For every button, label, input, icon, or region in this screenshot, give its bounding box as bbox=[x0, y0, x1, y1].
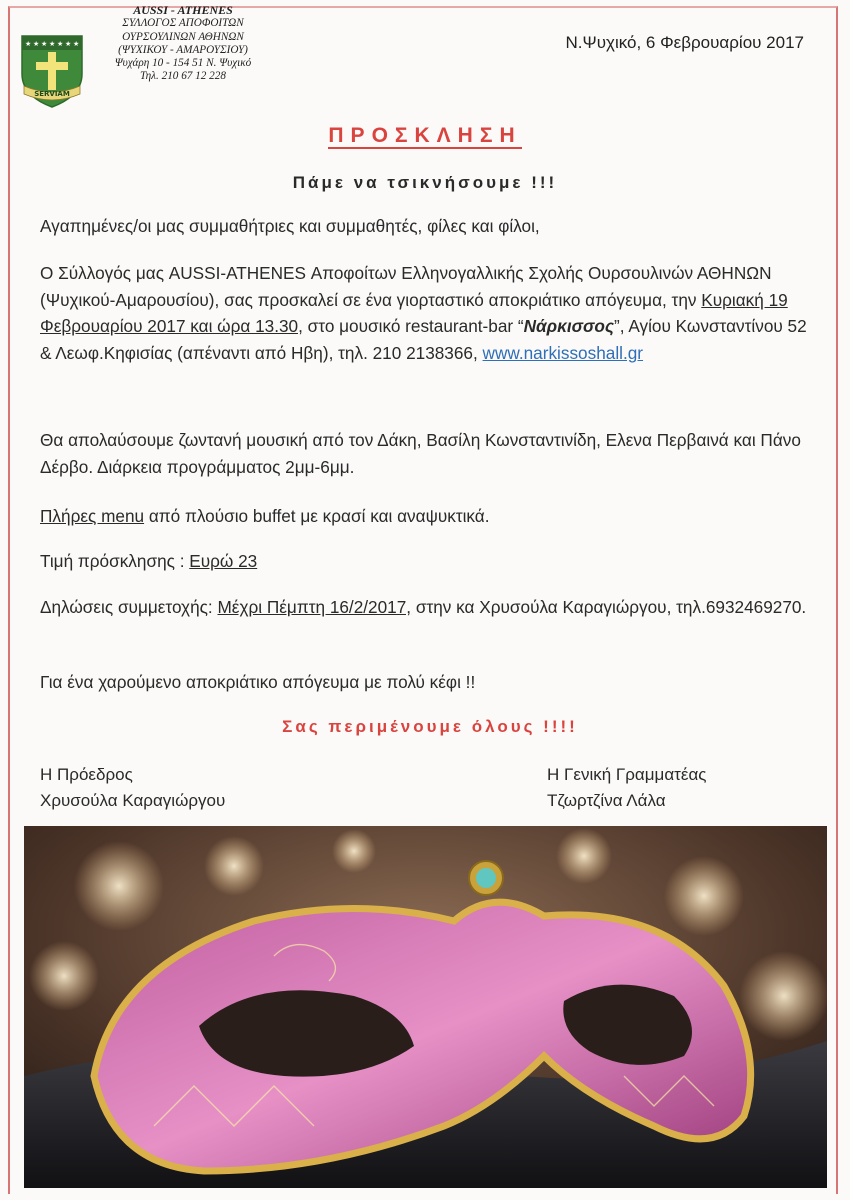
association-phone: Τηλ. 210 67 12 228 bbox=[140, 70, 226, 83]
menu-paragraph bbox=[40, 503, 820, 530]
invite-text-3: ”, Αγίου Κωνσταντίνου 52 & Λεωφ.Κηφισίας (απέναντι από Ηβη), τηλ. 210 2138366, bbox=[40, 316, 807, 363]
invitation-subtitle: Πάμε να τσικνήσουμε !!! bbox=[292, 173, 558, 192]
letter-date: Ν.Ψυχικό, 6 Φεβρουαρίου 2017 bbox=[565, 33, 804, 52]
svg-text:★: ★ bbox=[49, 40, 56, 48]
secretary-name: Τζωρτζίνα Λάλα bbox=[547, 791, 666, 810]
svg-text:SERVIAM: SERVIAM bbox=[34, 90, 70, 98]
svg-text:★: ★ bbox=[25, 40, 32, 48]
closing-line: Σας περιμένουμε όλους !!!! bbox=[282, 717, 578, 736]
association-line-1: ΣΥΛΛΟΓΟΣ ΑΠΟΦΟΙΤΩΝ bbox=[122, 17, 244, 30]
event-datetime: Κυριακή 19 Φεβρουαρίου 2017 και ώρα 13.30, bbox=[40, 289, 788, 336]
svg-text:★: ★ bbox=[65, 40, 72, 48]
association-line-3: (ΨΥΧΙΚΟΥ - ΑΜΑΡΟΥΣΙΟΥ) bbox=[118, 43, 248, 56]
president-name: Χρυσούλα Καραγιώργου bbox=[40, 791, 226, 810]
svg-text:★: ★ bbox=[41, 40, 48, 48]
greeting-paragraph: Αγαπημένες/οι μας συμμαθήτριες και συμμαθητές, φίλες και φίλοι, bbox=[40, 216, 540, 236]
svg-text:★: ★ bbox=[73, 40, 80, 48]
invite-text-1: Ο Σύλλογός μας AUSSI-ATHENES Αποφοίτων Ελληνογαλλικής Σχολής Ουρσουλινών ΑΘΗΝΩΝ (Ψυχικού-Αμαρουσίου), σας προσκαλεί σε ένα γιορταστικό αποκριάτικο απόγευμα, την bbox=[40, 263, 772, 310]
rsvp-label: Δηλώσεις συμμετοχής: bbox=[40, 597, 218, 617]
rsvp-deadline: Μέχρι Πέμπτη 16/2/2017, bbox=[217, 597, 412, 617]
price-value: Ευρώ 23 bbox=[189, 551, 258, 571]
invitation-title bbox=[0, 124, 850, 148]
music-paragraph: Θα απολαύσουμε ζωντανή μουσική από τον Δάκη, Βασίλη Κωνσταντινίδη, Ελενα Περβαινά και Πάνο Δέρβο. Διάρκεια προγράμματος 2μμ-6μμ. bbox=[40, 430, 801, 477]
menu-label: Πλήρες menu bbox=[40, 506, 145, 526]
menu-text: από πλούσιο buffet με κρασί και αναψυκτικά. bbox=[144, 506, 490, 526]
venue-website-link[interactable]: www.narkissoshall.gr bbox=[482, 342, 644, 363]
association-name: AUSSI - ATHENES bbox=[133, 3, 233, 17]
rsvp-paragraph bbox=[40, 594, 820, 621]
rsvp-text: στην κα Χρυσούλα Καραγιώργου, τηλ.6932469270. bbox=[411, 597, 807, 617]
association-address: Ψυχάρη 10 - 154 51 Ν. Ψυχικό bbox=[114, 57, 252, 70]
wish-paragraph: Για ένα χαρούμενο αποκριάτικο απόγευμα με πολύ κέφι !! bbox=[40, 672, 476, 692]
venue-name: Νάρκισσος bbox=[523, 316, 615, 336]
carnival-mask-image bbox=[24, 826, 827, 1188]
invitation-title-text: ΠΡΟΣΚΛΗΣΗ bbox=[328, 124, 522, 147]
invite-text-2: στο μουσικό restaurant-bar “ bbox=[302, 316, 524, 336]
secretary-role: Η Γενική Γραμματέας bbox=[547, 765, 707, 784]
svg-text:★: ★ bbox=[33, 40, 40, 48]
president-role: Η Πρόεδρος bbox=[40, 765, 133, 784]
association-header bbox=[96, 4, 270, 84]
svg-text:★: ★ bbox=[57, 40, 64, 48]
signature-secretary bbox=[547, 762, 707, 814]
price-label: Τιμή πρόσκλησης : bbox=[40, 551, 190, 571]
association-logo bbox=[20, 34, 84, 108]
price-paragraph bbox=[40, 548, 820, 575]
invitation-paragraph bbox=[40, 260, 820, 366]
signature-president bbox=[40, 762, 225, 814]
association-line-2: ΟΥΡΣΟΥΛΙΝΩΝ ΑΘΗΝΩΝ bbox=[122, 30, 244, 43]
